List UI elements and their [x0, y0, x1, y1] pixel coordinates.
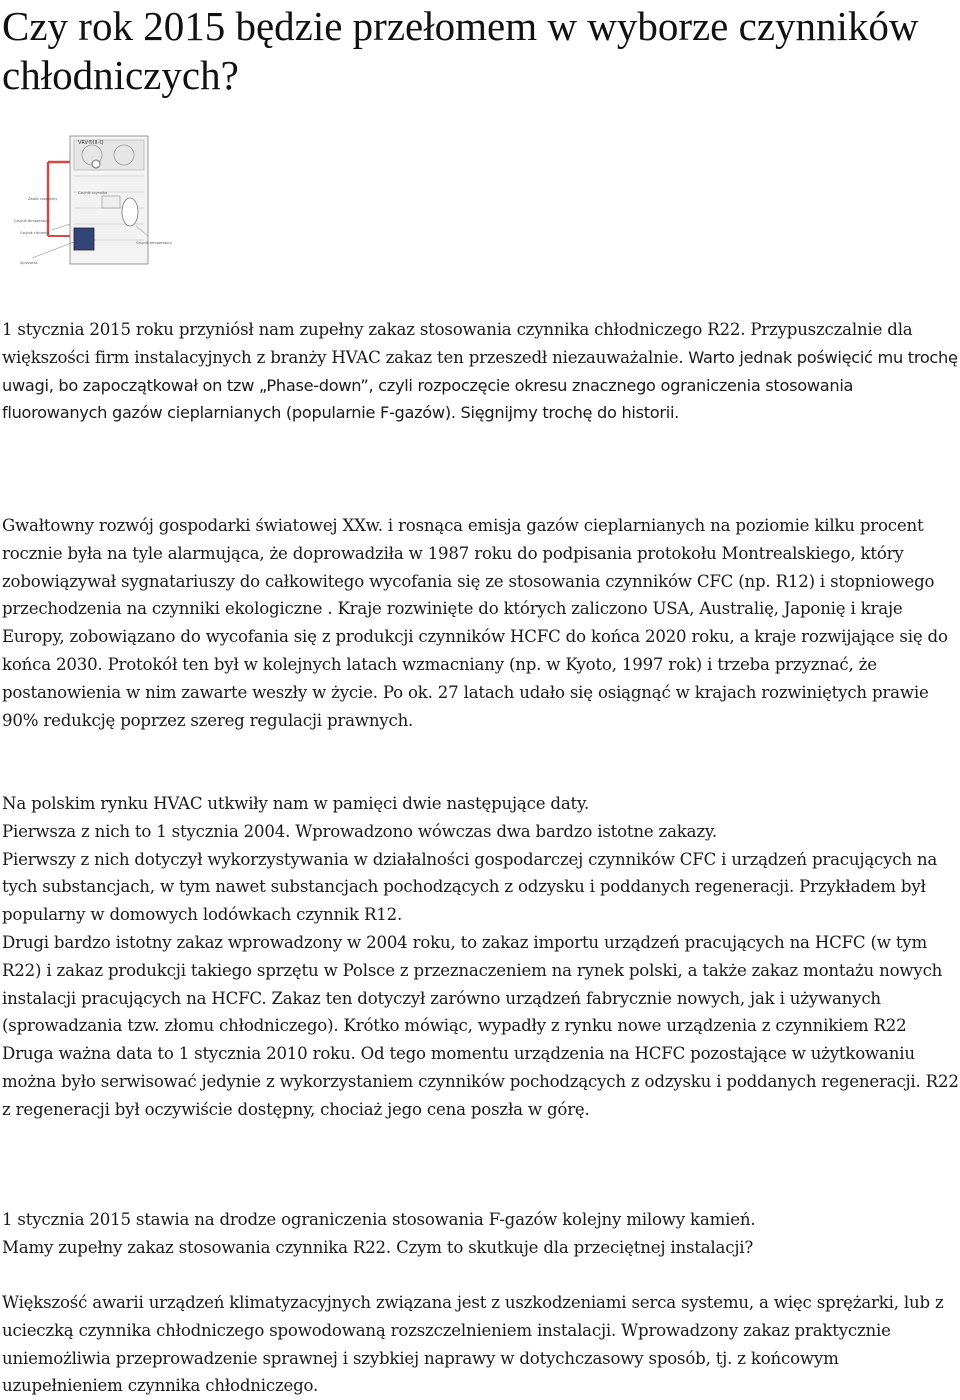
figure-label: VRV®III-Q	[78, 140, 104, 146]
figure-label: Czujnik czynnika	[78, 191, 108, 195]
text-line: Pierwsza z nich to 1 stycznia 2004. Wprowadzono wówczas dwa bardzo istotne zakazy.	[2, 821, 717, 841]
paragraph-intro-serif: 1 stycznia 2015 roku przyniósł nam zupełny zakaz stosowania czynnika chłodniczego R22. Przypuszczalnie dla większości firm instalacyjnych z branży HVAC zakaz ten przeszedł niezauważalnie.	[2, 320, 913, 367]
figure-label: Sprężarka	[20, 261, 38, 265]
figure-label: Czujnik ciśnienia	[20, 231, 50, 235]
text-line: 1 stycznia 2015 stawia na drodze ograniczenia stosowania F-gazów kolejny milowy kamień.	[2, 1210, 756, 1229]
figure-label: Czujnik temperatury	[14, 219, 50, 223]
figure-label: Zawór rozprężny	[28, 197, 58, 201]
hvac-unit-figure	[12, 132, 172, 272]
text-line: Druga ważna data to 1 stycznia 2010 roku. Od tego momentu urządzenia na HCFC pozostające w użytkowaniu można było serwisować jedynie z wykorzystaniem czynników pochodzących z odzysku i poddanych regeneracji. R22 z regeneracji był oczywiście dostępny, chociaż jego cena poszła w górę.	[2, 1044, 959, 1119]
article-title: Czy rok 2015 będzie przełomem w wyborze czynników chłodniczych?	[2, 3, 919, 98]
paragraph-intro	[2, 316, 960, 427]
paragraph-history: Gwałtowny rozwój gospodarki światowej XXw. i rosnąca emisja gazów cieplarnianych na poziomie kilku procent rocznie była na tyle alarmująca, że doprowadziła w 1987 roku do podpisania protokołu Montrealskiego, który zobowiązywał sygnatariuszy do całkowitego wycofania się ze stosowania czynników CFC (np. R12) i stopniowego przechodzenia na czynniki ekologiczne . Kraje rozwinięte do których zaliczono USA, Australię, Japonię i kraje Europy, zobowiązano do wycofania się z produkcji czynników HCFC do końca 2020 roku, a kraje rozwijające się do końca 2030. Protokół ten był w kolejnych latach wzmacniany (np. w Kyoto, 1997 rok) i trzeba przyznać, że postanowienia w nim zawarte weszły w życie. Po ok. 27 latach udało się osiągnąć w krajach rozwiniętych prawie 90% redukcję poprzez szereg regulacji prawnych.	[2, 516, 948, 730]
figure-label: Czujnik temperatury	[136, 241, 172, 245]
text-line: Mamy zupełny zakaz stosowania czynnika R22. Czym to skutkuje dla przeciętnej instalacji?	[2, 1237, 754, 1257]
paragraph-polish-market	[2, 790, 960, 1124]
text-line: Na polskim rynku HVAC utkwiły nam w pamięci dwie następujące daty.	[2, 794, 590, 813]
paragraph-failures: Większość awarii urządzeń klimatyzacyjnych związana jest z uszkodzeniami serca systemu, a więc sprężarki, lub z ucieczką czynnika chłodniczego spowodowaną rozszczelnieniem instalacji. Wprowadzony zakaz praktycznie uniemożliwia przeprowadzenie sprawnej i szybkiej naprawy w dotychczasowy sposób, tj. z końcowym uzupełnieniem czynnika chłodniczego.	[2, 1293, 944, 1396]
paragraph-2015	[2, 1206, 960, 1262]
paragraph-intro-sans: Warto jednak poświęcić mu trochę uwagi, bo zapoczątkował on tzw „Phase-down”, czyli rozpoczęcie okresu znacznego ograniczenia stosowania fluorowanych gazów cieplarnianych (popularnie F-gazów). Sięgnijmy trochę do historii.	[2, 347, 958, 423]
text-line: Pierwszy z nich dotyczył wykorzystywania w działalności gospodarczej czynników CFC i urządzeń pracujących na tych substancjach, w tym nawet substancjach pochodzących z odzysku i poddanych regeneracji. Przykładem był popularny w domowych lodówkach czynnik R12.	[2, 849, 938, 925]
text-line: Drugi bardzo istotny zakaz wprowadzony w 2004 roku, to zakaz importu urządzeń pracujących na HCFC (w tym R22) i zakaz produkcji takiego sprzętu w Polsce z przeznaczeniem na rynek polski, a także zakaz montażu nowych instalacji pracujących na HCFC. Zakaz ten dotyczył zarówno urządzeń fabrycznie nowych, jak i używanych (sprowadzania tzw. złomu chłodniczego). Krótko mówiąc, wypadły z rynku nowe urządzenia z czynnikiem R22	[2, 932, 943, 1036]
